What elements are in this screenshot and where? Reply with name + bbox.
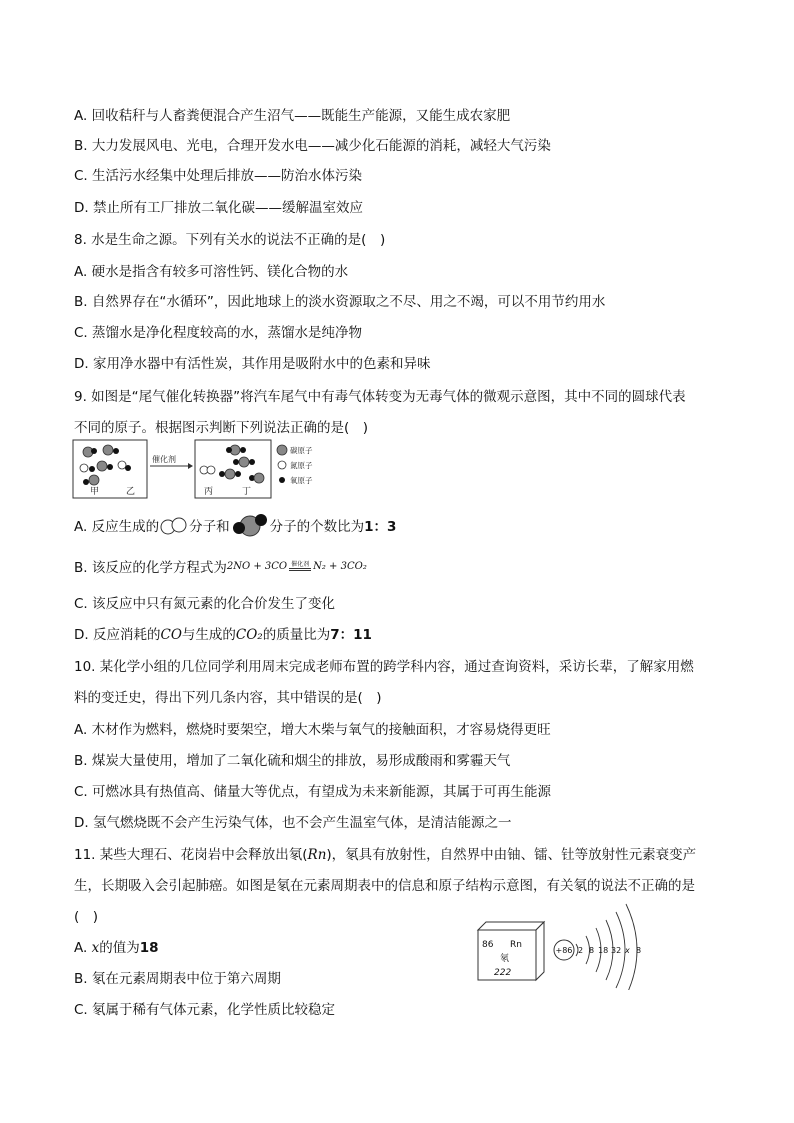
q10-option-b: B. 煤炭大量使用，增加了二氧化硫和烟尘的排放，易形成酸雨和雾霾天气 bbox=[74, 753, 511, 769]
q9-d-ratio: 7：11 bbox=[330, 627, 372, 643]
label-ding: 丁 bbox=[242, 487, 252, 497]
q9-d-co: CO bbox=[160, 627, 182, 643]
legend-carbon: 碳原子 bbox=[290, 446, 313, 455]
q11-a-post: 的值为 bbox=[99, 940, 140, 956]
q11-element-figure bbox=[472, 890, 672, 990]
q11-a-x: x bbox=[91, 940, 100, 956]
q9-a-mid2: 分子的个数比为 bbox=[269, 519, 365, 535]
q9-option-b bbox=[74, 556, 367, 576]
q10-option-d: D. 氢气燃烧既不会产生污染气体，也不会产生温室气体，是清洁能源之一 bbox=[74, 815, 512, 831]
q9-b-prefix: B. 该反应的化学方程式为 bbox=[74, 560, 227, 576]
q7-option-c: C. 生活污水经集中处理后排放——防治水体污染 bbox=[74, 168, 363, 184]
q8-option-a: A. 硬水是指含有较多可溶性钙、镁化合物的水 bbox=[74, 264, 349, 280]
q9-b-eq-condition: 催化剂 bbox=[291, 561, 310, 568]
element-number: 86 bbox=[482, 940, 494, 950]
q9-option-a bbox=[74, 512, 396, 538]
q11-stem-line1 bbox=[74, 843, 696, 863]
q11-stem1-pre: 11. 某些大理石、花岗岩中会释放出氡( bbox=[74, 847, 308, 863]
q9-d-post: 的质量比为 bbox=[262, 627, 331, 643]
q11-rn: Rn bbox=[307, 847, 327, 863]
atom-structure bbox=[554, 904, 641, 990]
label-yi: 乙 bbox=[126, 487, 136, 497]
shell-6: 8 bbox=[636, 946, 642, 955]
q8-option-c: C. 蒸馏水是净化程度较高的水，蒸馏水是纯净物 bbox=[74, 325, 363, 341]
catalyst-label: 催化剂 bbox=[152, 455, 176, 464]
q9-a-prefix: A. 反应生成的 bbox=[74, 519, 160, 535]
q9-a-mid1: 分子和 bbox=[189, 519, 230, 535]
q9-stem-line1: 9. 如图是“尾气催化转换器”将汽车尾气中有毒气体转变为无毒气体的微观示意图，其中不同的圆球代表 bbox=[74, 389, 686, 405]
q9-option-c: C. 该反应中只有氮元素的化合价发生了变化 bbox=[74, 596, 336, 612]
n2-molecule-icon bbox=[159, 513, 189, 537]
q7-option-b: B. 大力发展风电、光电，合理开发水电——减少化石能源的消耗，减轻大气污染 bbox=[74, 138, 551, 154]
q10-option-c: C. 可燃冰具有热值高、储量大等优点，有望成为未来新能源，其属于可再生能源 bbox=[74, 784, 552, 800]
shell-4: 32 bbox=[611, 946, 622, 955]
q8-option-b: B. 自然界存在“水循环”，因此地球上的淡水资源取之不尽、用之不竭，可以不用节约用水 bbox=[74, 294, 606, 310]
element-cell bbox=[478, 922, 544, 980]
q11-option-a bbox=[74, 936, 159, 956]
q11-a-val: 18 bbox=[139, 940, 159, 956]
shell-3: 18 bbox=[598, 946, 609, 955]
q9-b-eq-right: N₂ + 3CO₂ bbox=[313, 560, 367, 572]
legend-nitrogen: 氮原子 bbox=[290, 461, 313, 470]
q11-a-pre: A. bbox=[74, 940, 92, 956]
q7-option-d: D. 禁止所有工厂排放二氧化碳——缓解温室效应 bbox=[74, 200, 363, 216]
element-symbol: Rn bbox=[510, 940, 522, 950]
q7-option-a: A. 回收秸秆与人畜粪便混合产生沼气——既能生产能源，又能生成农家肥 bbox=[74, 108, 511, 124]
legend-oxygen: 氧原子 bbox=[290, 476, 313, 485]
q9-d-prefix: D. 反应消耗的 bbox=[74, 627, 161, 643]
q9-a-ratio: 1：3 bbox=[364, 519, 397, 535]
q8-stem: 8. 水是生命之源。下列有关水的说法不正确的是( ) bbox=[74, 232, 386, 248]
q11-stem-line2: 生，长期吸入会引起肺癌。如图是氡在元素周期表中的信息和原子结构示意图，有关氡的说法不正确的是 bbox=[74, 878, 695, 894]
q11-stem-line3: ( ) bbox=[74, 909, 99, 925]
q9-b-eq-arrow bbox=[289, 561, 311, 571]
co2-molecule-icon bbox=[230, 512, 270, 538]
q10-stem-line1: 10. 某化学小组的几位同学利用周末完成老师布置的跨学科内容，通过查询资料，采访长辈，了解家用燃 bbox=[74, 659, 694, 675]
nucleus-charge: +86 bbox=[555, 946, 573, 955]
shell-1: 2 bbox=[578, 946, 584, 955]
q10-option-a: A. 木材作为燃料，燃烧时要架空，增大木柴与氧气的接触面积，才容易烧得更旺 bbox=[74, 722, 551, 738]
q11-option-b: B. 氡在元素周期表中位于第六周期 bbox=[74, 971, 281, 987]
q9-stem-line2: 不同的原子。根据图示判断下列说法正确的是( ) bbox=[74, 420, 369, 436]
q11-option-c: C. 氡属于稀有气体元素，化学性质比较稳定 bbox=[74, 1002, 336, 1018]
q8-option-d: D. 家用净水器中有活性炭，其作用是吸附水中的色素和异味 bbox=[74, 356, 431, 372]
element-name: 氡 bbox=[500, 954, 510, 964]
label-bing: 丙 bbox=[204, 487, 214, 497]
q10-stem-line2: 料的变迁史，得出下列几条内容，其中错误的是( ) bbox=[74, 690, 382, 706]
q9-d-co2: CO₂ bbox=[235, 627, 263, 643]
q9-reaction-figure bbox=[72, 438, 332, 500]
q9-d-mid: 与生成的 bbox=[181, 627, 236, 643]
label-jia: 甲 bbox=[90, 487, 100, 497]
shell-2: 8 bbox=[589, 946, 595, 955]
q11-stem1-post: )，氡具有放射性，自然界中由铀、镭、钍等放射性元素衰变产 bbox=[326, 847, 697, 863]
shell-5: x bbox=[625, 946, 630, 955]
q9-b-eq-left: 2NO + 3CO bbox=[226, 560, 288, 572]
element-mass: 222 bbox=[494, 968, 512, 978]
q9-option-d bbox=[74, 623, 372, 643]
